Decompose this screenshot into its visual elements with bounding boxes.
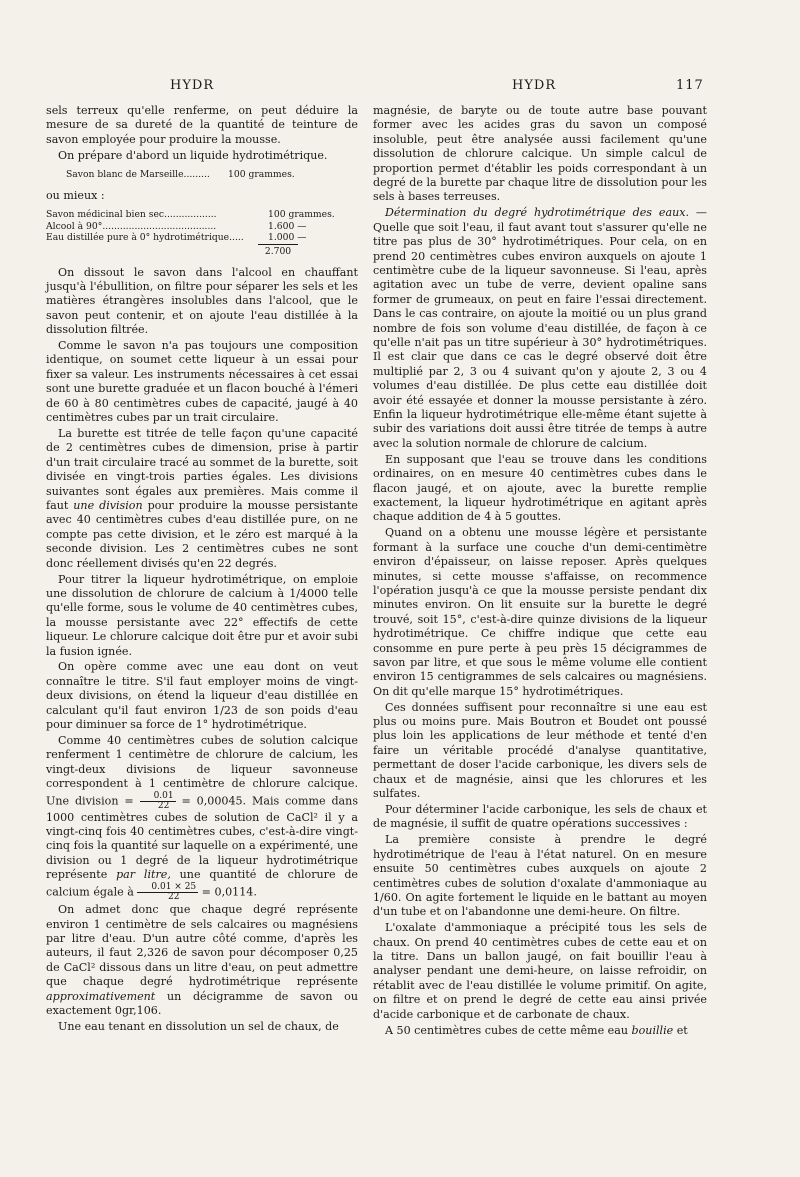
paragraph: Une eau tenant en dissolution un sel de chaux, de <box>58 1019 339 1033</box>
page-number: 117 <box>676 78 704 93</box>
recipe-row <box>46 209 358 221</box>
recipe-ingredient: Eau distillée pure à 0° hydrotimétrique..... <box>46 232 244 244</box>
paragraph: sels terreux qu'elle renferme, on peut déduire la mesure de sa dureté de la quantité de teinture de savon employée pour produire la mousse. <box>46 104 358 146</box>
recipe-amount: 100 grammes. <box>228 169 295 181</box>
header-center: HYDR <box>512 78 557 93</box>
text-run: un décigramme de savon ou exactement 0gr,106. <box>46 989 358 1017</box>
fraction <box>140 792 176 811</box>
text-run: Comme 40 centimètres cubes de solution calcique renferment 1 centimètre de chlorure de calcium, les vingt-deux divisions de liqueur savonneuse correspondent à 1 centimètre de chlorure calcique. Une division = <box>46 734 358 808</box>
paragraph: Ces données suffisent pour reconnaître si une eau est plus ou moins pure. Mais Boutron et Boudet ont poussé plus loin les applications de leur méthode et tenté d'en faire un véritable procédé d'analyse quantitative, permettant de doser l'acide carbonique, les divers sels de chaux et de magnésie, ainsi que les chlorures et les sulfates. <box>373 700 707 801</box>
paragraph: ou mieux : <box>46 188 105 202</box>
recipe-total-value: 2.700 <box>258 244 298 258</box>
left-column <box>46 104 358 1036</box>
paragraph: Comme le savon n'a pas toujours une composition identique, on soumet cette liqueur à un essai pour fixer sa valeur. Les instruments nécessaires à cet essai sont une burette graduée et un flacon bouché à l'émeri de 60 à 80 centimètres cubes de capacité, jaugé à 40 centimètres cubes par un trait circulaire. <box>46 339 358 425</box>
italic-text: par litre, <box>116 868 171 882</box>
fraction <box>137 883 198 902</box>
text-run: une quantité de chlorure de calcium égale à <box>46 868 358 899</box>
paragraph: On dissout le savon dans l'alcool en chauffant jusqu'à l'ébullition, on filtre pour séparer les sels et les matières étrangères insolubles dans l'alcool, que le savon peut contenir, et on ajoute l'eau distillée à la dissolution filtrée. <box>46 265 358 337</box>
text-run: On admet donc que chaque degré représente environ 1 centimètre de sels calcaires ou magnésiens par litre d'eau. D'un autre côté comme, d'après les auteurs, il faut 2,326 de savon pour décomposer 0,25 de CaCl² dissous dans un litre d'eau, on peut admettre que chaque degré hydrotimétrique représente <box>46 903 358 989</box>
paragraph: La première consiste à prendre le degré hydrotimétrique de l'eau à l'état naturel. On en mesure ensuite 50 centimètres cubes auxquels on ajoute 2 centimètres cubes de solution d'oxalate d'ammoniaque au 1/60. On agite fortement le liquide en le battant au moyen d'un tube et on l'abandonne une demi-heure. On filtre. <box>373 833 707 919</box>
recipe-amount: 1.000 — <box>268 232 307 244</box>
right-column <box>373 104 707 1040</box>
running-header <box>0 78 800 98</box>
paragraph: On opère comme avec une eau dont on veut connaître le titre. S'il faut employer moins de vingt-deux divisions, on étend la liqueur d'eau distillée en calculant qu'il faut environ 1/23 de son poids d'eau pour diminuer sa force de 1° hydrotimétrique. <box>46 660 358 732</box>
recipe-ingredient: Savon blanc de Marseille......... <box>66 169 210 181</box>
fraction-denominator: 22 <box>157 800 170 811</box>
text-run: La burette est titrée de telle façon qu'une capacité de 2 centimètres cubes de dimension, prise à partir d'un trait circulaire tracé au sommet de la burette, soit divisée en vingt-trois parties égales. Les divisions suivantes sont égales aux premières. Mais comme il faut <box>46 426 358 512</box>
paragraph: On prépare d'abord un liquide hydrotimétrique. <box>58 148 328 162</box>
recipe-amount: 1.600 — <box>268 220 307 232</box>
recipe-row <box>46 169 358 181</box>
recipe-ingredient: Alcool à 90°....................................... <box>46 220 217 232</box>
italic-text: une division <box>73 499 143 512</box>
paragraph: Pour déterminer l'acide carbonique, les sels de chaux et de magnésie, il suffit de quatre opérations successives : <box>373 803 707 831</box>
paragraph <box>46 903 358 1018</box>
paragraph <box>373 1024 707 1038</box>
paragraph: En supposant que l'eau se trouve dans les conditions ordinaires, on en mesure 40 centimètres cubes dans le flacon jaugé, et on ajoute, avec la burette remplie exactement, la liqueur hydrotimétrique en agitant après chaque addition de 4 à 5 gouttes. <box>373 452 707 524</box>
recipe-simple <box>46 169 358 181</box>
fraction-numerator: 0.01 × 25 <box>137 883 198 893</box>
paragraph: magnésie, de baryte ou de toute autre base pouvant former avec les acides gras du savon un composé insoluble, peut être analysée aussi facilement qu'une dissolution de chlorure calcique. Un simple calcul de proportion permet d'établir les poids correspondant à un degré de la burette par chaque litre de dissolution pour les sels à bases terreuses. <box>373 104 707 204</box>
text-run: = 0,0114. <box>198 885 257 899</box>
recipe-ingredient: Savon médicinal bien sec.................. <box>46 209 217 221</box>
recipe-total <box>46 244 358 258</box>
paragraph <box>46 734 358 902</box>
section-heading: Détermination du degré hydrotimétrique des eaux. <box>385 206 689 220</box>
header-left: HYDR <box>170 78 215 93</box>
text-run: et <box>673 1023 688 1037</box>
text-run: pour produire la mousse persistante avec 40 centimètres cubes d'eau distillée pure, on ne compte pas cette division, et le zéro est marqué à la seconde division. Les 2 centimètres cubes ne sont donc réellement divisés qu'en 22 degrés. <box>46 499 358 570</box>
paragraph: L'oxalate d'ammoniaque a précipité tous les sels de chaux. On prend 40 centimètres cubes de cette eau et on la titre. Dans un ballon jaugé, on fait bouillir l'eau à analyser pendant une demi-heure, on laisse refroidir, on rétablit avec de l'eau distillée le volume primitif. On agite, on filtre et on prend le degré de cette eau ainsi privée d'acide carbonique et de carbonate de chaux. <box>373 921 707 1021</box>
italic-text: approximativement <box>46 989 156 1003</box>
fraction-denominator: 22 <box>168 891 180 902</box>
text-run: A 50 centimètres cubes de cette même eau <box>385 1023 632 1037</box>
paragraph: Quand on a obtenu une mousse légère et persistante formant à la surface une couche d'un demi-centimètre environ d'épaisseur, on laisse reposer. Après quelques minutes, si cette mousse s'affaisse, on recommence l'opération jusqu'à ce que la mousse persiste pendant dix minutes environ. On lit ensuite sur la burette le degré trouvé, soit 15°, c'est-à-dire quinze divisions de la liqueur hydrotimétrique. Ce chiffre indique que cette eau consomme en pure perte à peu près 15 décigrammes de savon par litre, et que sous le même volume elle contient environ 15 centigrammes de sels calcaires ou magnésiens. On dit qu'elle marque 15° hydrotimétriques. <box>373 526 707 698</box>
paragraph: Pour titrer la liqueur hydrotimétrique, on emploie une dissolution de chlorure de calcium à 1/4000 telle qu'elle forme, sous le volume de 40 centimètres cubes, la mousse persistante avec 22° effectifs de cette liqueur. Le chlorure calcique doit être pur et avoir subi la fusion ignée. <box>46 572 358 658</box>
paragraph <box>46 427 358 571</box>
paragraph <box>373 206 707 451</box>
recipe-row <box>46 232 358 244</box>
text-run: — Quelle que soit l'eau, il faut avant tout s'assurer qu'elle ne titre pas plus de 30° hydrotimétriques. Pour cela, on en prend 20 centimètres cubes environ auxquels on ajoute 1 centimètre cube de la liqueur savonneuse. Si l'eau, après agitation avec un tube de verre, devient opaline sans former de grumeaux, on peut en faire l'essai directement. Dans le cas contraire, on ajoute la moitié ou un plus grand nombre de fois son volume d'eau distillée, de façon à ce qu'elle n'ait pas un titre supérieur à 30° hydrotimétriques. Il est clair que dans ce cas le degré observé doit être multiplié par 2, 3 ou 4 suivant qu'on y ajoute 2, 3 ou 4 volumes d'eau distillée. De plus cette eau distillée doit avoir été essayée et donner la mousse persistante à zéro. Enfin la liqueur hydrotimétrique elle-même étant sujette à subir des variations doit aussi être titrée de temps à autre avec la solution normale de chlorure de calcium. <box>373 206 707 450</box>
recipe-row <box>46 221 358 233</box>
recipe-amount: 100 grammes. <box>268 209 335 221</box>
italic-text: bouillie <box>631 1023 674 1037</box>
text-run: = 0,00045. Mais comme dans 1000 centimètres cubes de solution de CaCl² il y a vingt-cinq fois 40 centimètres cubes, c'est-à-dire vingt-cinq fois la quantité sur laquelle on a expérimenté, une division ou 1 degré de la liqueur hydrotimétrique représente <box>46 794 359 882</box>
recipe-table <box>46 209 358 257</box>
fraction-numerator: 0.01 <box>140 792 176 802</box>
